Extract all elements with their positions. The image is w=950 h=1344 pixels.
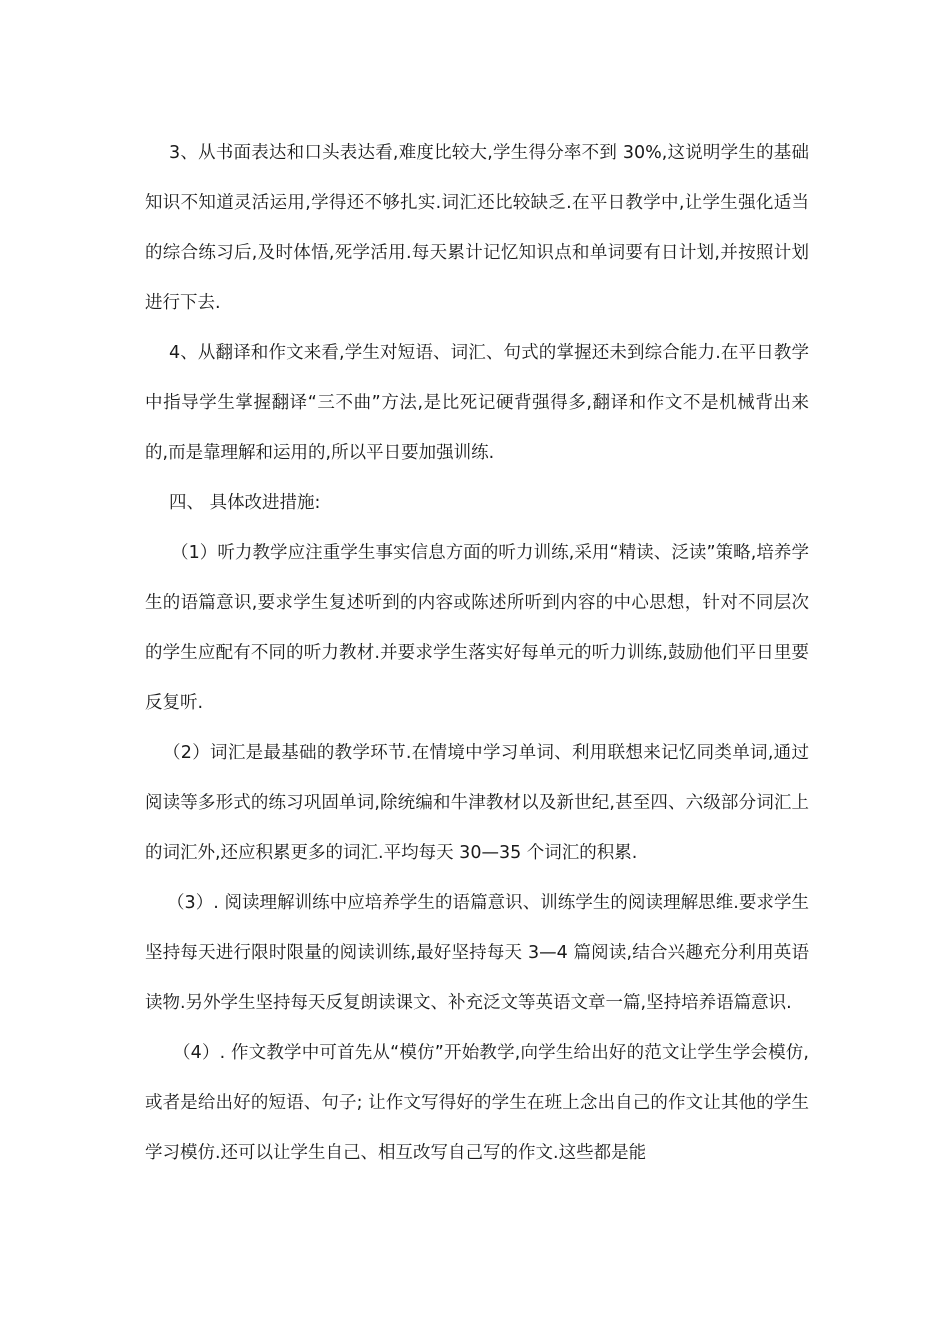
paragraph-point-4: 4、从翻译和作文来看,学生对短语、词汇、句式的掌握还未到综合能力.在平日教学中指导学生掌握翻译“三不曲”方法,是比死记硬背强得多,翻译和作文不是机械背出来的,而是靠理解和运用的,所以平日要加强训练. xyxy=(145,343,809,463)
paragraph-measure-3-reading: （3）. 阅读理解训练中应培养学生的语篇意识、训练学生的阅读理解思维.要求学生坚持每天进行限时限量的阅读训练,最好坚持每天 3—4 篇阅读,结合兴趣充分利用英语读物.另外学生坚持每天反复朗读课文、补充泛文等英语文章一篇,坚持培养语篇意识. xyxy=(145,893,809,1013)
paragraph-point-3: 3、从书面表达和口头表达看,难度比较大,学生得分率不到 30%,这说明学生的基础知识不知道灵活运用,学得还不够扎实.词汇还比较缺乏.在平日教学中,让学生强化适当的综合练习后,及时体悟,死学活用.每天累计记忆知识点和单词要有日计划,并按照计划进行下去. xyxy=(145,143,809,313)
paragraph-measure-2-vocabulary: （2）词汇是最基础的教学环节.在情境中学习单词、利用联想来记忆同类单词,通过阅读等多形式的练习巩固单词,除统编和牛津教材以及新世纪,甚至四、六级部分词汇上的词汇外,还应积累更多的词汇.平均每天 30—35 个词汇的积累. xyxy=(145,743,809,863)
paragraph-measure-1-listening: （1）听力教学应注重学生事实信息方面的听力训练,采用“精读、泛读”策略,培养学生的语篇意识,要求学生复述听到的内容或陈述所听到内容的中心思想，针对不同层次的学生应配有不同的听力教材.并要求学生落实好每单元的听力训练,鼓励他们平日里要反复听. xyxy=(145,543,809,713)
paragraph-measure-4-writing: （4）. 作文教学中可首先从“模仿”开始教学,向学生给出好的范文让学生学会模仿,或者是给出好的短语、句子; 让作文写得好的学生在班上念出自己的作文让其他的学生学习模仿.还可以让学生自己、相互改写自己写的作文.这些都是能 xyxy=(145,1043,809,1163)
section-heading-improvements: 四、 具体改进措施: xyxy=(169,493,321,513)
document-body xyxy=(145,128,809,1178)
